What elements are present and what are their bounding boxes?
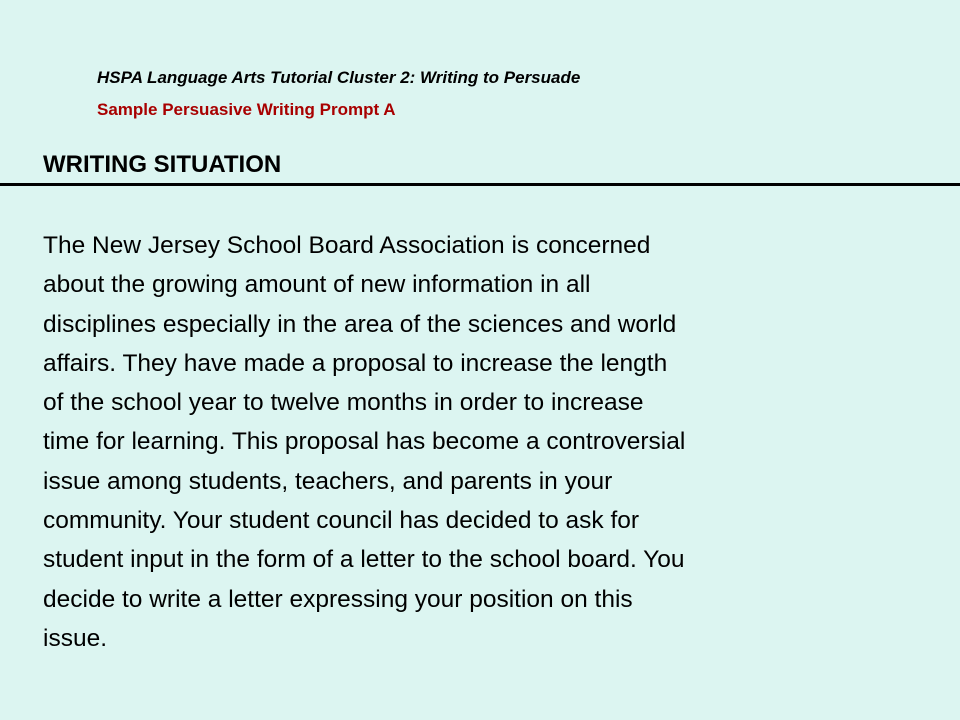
prompt-line: community. Your student council has decided to ask for [43,507,640,535]
prompt-line: of the school year to twelve months in order to increase [43,389,644,417]
prompt-line: decide to write a letter expressing your position on this [43,585,633,613]
prompt-line: issue. [43,624,108,652]
prompt-line: time for learning. This proposal has become a controversial [43,428,686,456]
prompt-line: student input in the form of a letter to the school board. You [43,546,685,574]
prompt-line: The New Jersey School Board Association is concerned [43,232,651,259]
prompt-line: about the growing amount of new information in all [43,271,591,299]
prompt-line: issue among students, teachers, and parents in your [43,467,613,495]
section-divider [0,183,960,186]
prompt-body [43,226,923,658]
section-heading: WRITING SITUATION [43,151,282,178]
header-title: HSPA Language Arts Tutorial Cluster 2: Writing to Persuade [97,68,581,87]
header-subtitle: Sample Persuasive Writing Prompt A [97,100,396,119]
prompt-line: disciplines especially in the area of the sciences and world [43,310,677,338]
prompt-line: affairs. They have made a proposal to increase the length [43,349,668,377]
